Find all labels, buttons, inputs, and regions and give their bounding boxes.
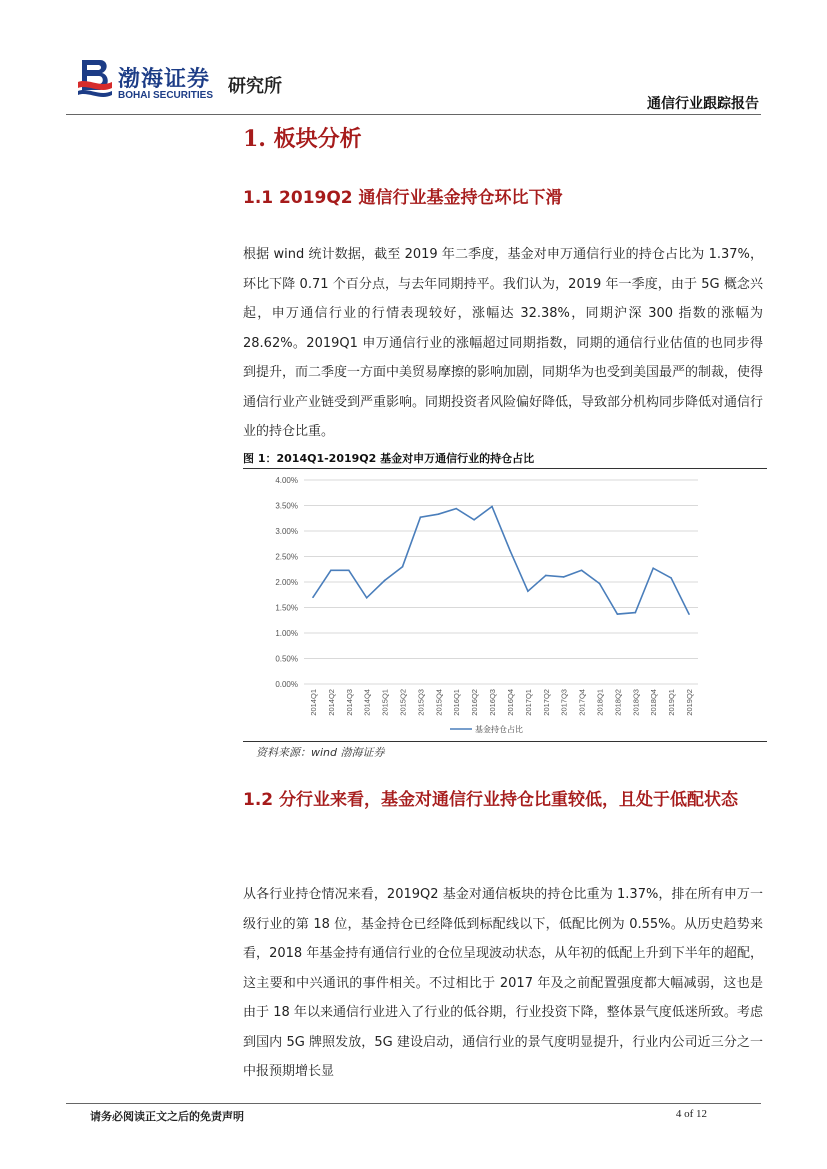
footer-divider <box>66 1103 761 1104</box>
x-tick-label: 2017Q3 <box>559 689 569 716</box>
legend-label: 基金持仓占比 <box>475 725 523 734</box>
data-point <box>581 569 583 571</box>
y-tick-label: 0.50% <box>275 654 298 664</box>
data-point <box>563 576 565 578</box>
figure-bottom-rule <box>243 741 767 742</box>
figure-top-rule <box>243 468 767 469</box>
x-axis-ticks <box>309 689 694 716</box>
x-tick-label: 2015Q4 <box>434 689 444 716</box>
subsection-title: 1.2 分行业来看，基金对通信行业持仓比重较低，且处于低配状态 <box>243 790 739 810</box>
data-point <box>420 516 422 518</box>
data-point <box>438 513 440 515</box>
y-tick-label: 1.50% <box>275 603 298 613</box>
figure-title: 图 1：2014Q1-2019Q2 基金对申万通信行业的持仓占比 <box>243 452 535 465</box>
brand-name-cn: 渤海证券 <box>118 66 211 92</box>
institute-label: 研究所 <box>228 76 282 97</box>
y-tick-label: 1.00% <box>275 629 298 638</box>
x-tick-label: 2018Q4 <box>649 689 659 716</box>
data-point <box>509 550 511 552</box>
chart-grid <box>304 480 698 684</box>
y-tick-label: 4.00% <box>275 476 298 485</box>
x-tick-label: 2017Q1 <box>523 689 533 716</box>
data-point <box>312 597 314 599</box>
x-tick-label: 2018Q1 <box>595 689 605 716</box>
header-divider <box>66 114 761 115</box>
x-tick-label: 2015Q3 <box>416 689 426 716</box>
chart-series <box>312 506 690 615</box>
series-line <box>313 507 689 615</box>
data-point <box>330 569 332 571</box>
chart-legend <box>450 724 523 734</box>
page-number: 4 of 12 <box>675 1108 707 1120</box>
brand-name-en: BOHAI SECURITIES <box>118 90 214 101</box>
section-title: 1. 板块分析 <box>243 126 362 152</box>
report-type: 通信行业跟踪报告 <box>647 96 759 112</box>
body-paragraph: 根据 wind 统计数据，截至 2019 年二季度，基金对申万通信行业的持仓占比为 1.37%，环比下降 0.71 个百分点，与去年同期持平。我们认为，2019 年一季度，由于 5G 概念兴起，申万通信行业的行情表现较好，涨幅达 32.38%，同期沪深 300 指数的涨幅为 28.62%。2019Q1 申万通信行业的涨幅超过同期指数，同期的通信行业估值的也同步得到提升，而二季度一方面中美贸易摩擦的影响加剧，同期华为也受到美国最严的制裁，使得通信行业产业链受到严重影响。同期投资者风险偏好降低，导致部分机构同步降低对通信行业的持仓比重。 <box>243 247 764 439</box>
x-tick-label: 2016Q3 <box>488 689 498 716</box>
x-tick-label: 2019Q1 <box>667 689 677 716</box>
data-point <box>384 580 386 582</box>
disclaimer-note: 请务必阅读正文之后的免责声明 <box>90 1110 244 1123</box>
data-point <box>491 506 493 508</box>
data-point <box>402 566 404 568</box>
data-point <box>366 597 368 599</box>
x-tick-label: 2014Q4 <box>362 689 372 716</box>
x-tick-label: 2018Q3 <box>631 689 641 716</box>
data-point <box>473 519 475 521</box>
y-axis-ticks <box>275 476 298 689</box>
x-tick-label: 2017Q2 <box>541 689 551 716</box>
data-point <box>652 567 654 569</box>
body-paragraph: 从各行业持仓情况来看，2019Q2 基金对通信板块的持仓比重为 1.37%，排在所有申万一级行业的第 18 位，基金持仓已经降低到标配线以下，低配比例为 0.55%。从历史趋势来看，2018 年基金持有通信行业的仓位呈现波动状态，从年初的低配上升到下半年的超配，这主要和中兴通讯的事件相关。不过相比于 2017 年及之前配置强度都大幅减弱，这也是由于 18 年以来通信行业进入了行业的低谷期，行业投资下降，整体景气度低迷所致。考虑到国内 5G 牌照发放，5G 建设启动，通信行业的景气度明显提升，行业内公司近三分之一中报预期增长显 <box>243 887 763 1079</box>
data-point <box>527 590 529 592</box>
y-tick-label: 2.50% <box>275 552 298 562</box>
y-tick-label: 2.00% <box>275 578 298 587</box>
data-point <box>635 612 637 614</box>
data-point <box>348 569 350 571</box>
data-point <box>545 575 547 577</box>
subsection-title: 1.1 2019Q2 通信行业基金持仓环比下滑 <box>243 188 563 208</box>
x-tick-label: 2016Q4 <box>505 689 515 716</box>
data-point <box>617 613 619 615</box>
x-tick-label: 2017Q4 <box>577 689 587 716</box>
x-tick-label: 2015Q1 <box>380 689 390 716</box>
y-tick-label: 3.50% <box>275 501 298 511</box>
y-tick-label: 3.00% <box>275 527 298 536</box>
figure-source: 资料来源：wind 渤海证券 <box>256 746 385 759</box>
data-point <box>455 508 457 510</box>
x-tick-label: 2018Q2 <box>613 689 623 716</box>
x-tick-label: 2015Q2 <box>398 689 408 716</box>
x-tick-label: 2014Q1 <box>308 689 318 716</box>
holding-ratio-line-chart <box>243 470 767 740</box>
x-tick-label: 2014Q3 <box>344 689 354 716</box>
data-point <box>670 577 672 579</box>
x-tick-label: 2019Q2 <box>685 689 695 716</box>
y-tick-label: 0.00% <box>275 680 298 689</box>
x-tick-label: 2014Q2 <box>326 689 336 716</box>
x-tick-label: 2016Q1 <box>452 689 462 716</box>
x-tick-label: 2016Q2 <box>470 689 480 716</box>
data-point <box>599 583 601 585</box>
data-point <box>688 613 690 615</box>
bohai-logo-icon <box>78 58 112 102</box>
